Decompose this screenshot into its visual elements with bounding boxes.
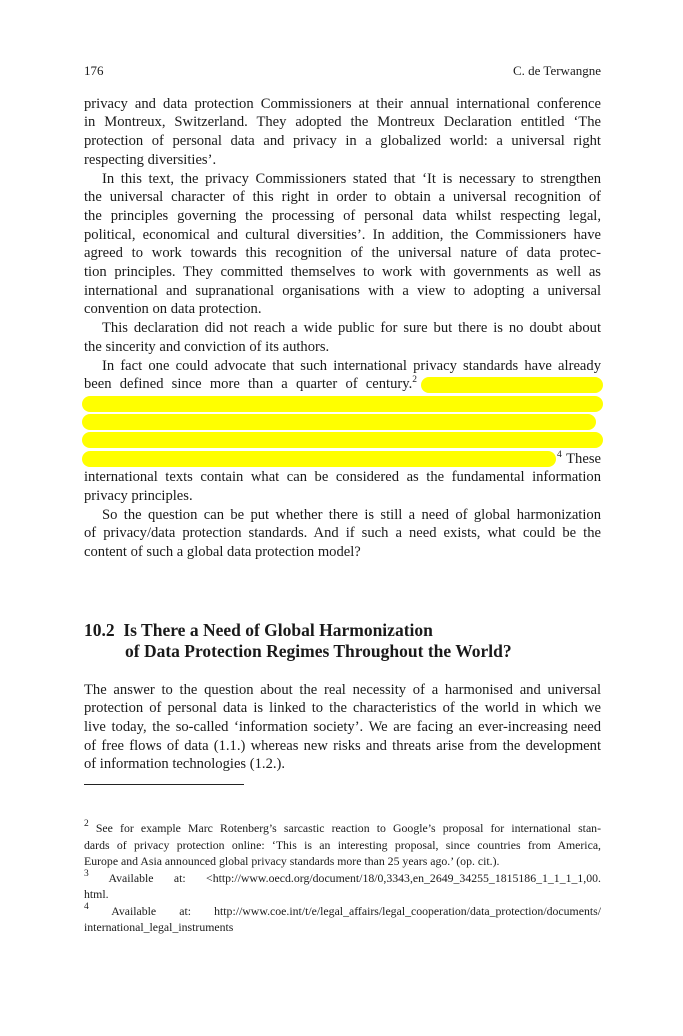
body-line: This declaration did not reach a wide public for sure but there is no doubt about: [102, 320, 601, 337]
footnote-text: Available at: <http://www.oecd.org/document/18/0,3343,en_2649_34255_1815186_1_1_1_1,00.: [108, 870, 601, 885]
body-line: privacy and data protection Commissioners at their annual international conference: [84, 95, 601, 112]
footnote-number: 4: [84, 901, 89, 912]
footnote-text: dards of privacy protection online: ‘This is an interesting proposal, since countries from America,: [84, 837, 601, 852]
body-line: in Montreux, Switzerland. They adopted the Montreux Declaration entitled ‘The: [84, 114, 601, 131]
footnote-text: Europe and Asia announced global privacy standards more than 25 years ago.’ (op. cit.).: [84, 854, 500, 868]
section-number: 10.2: [84, 620, 115, 640]
footnote-number: 3: [84, 868, 89, 879]
yellow-highlight: [421, 377, 603, 393]
footnote-line: [84, 919, 601, 936]
footnote-ref-4[interactable]: 4: [557, 449, 562, 460]
yellow-highlight: [82, 451, 556, 467]
page-number: 176: [84, 63, 104, 78]
body-line: tion principles. They committed themselves to work with governments as well as: [84, 264, 601, 280]
body-line: of privacy/data protection standards. And if such a need exists, what could be the: [84, 525, 601, 542]
body-line-end: [557, 450, 562, 469]
footnote-rule: [84, 784, 244, 785]
body-line: protection of personal data is linked to the characteristics of the world in which we: [84, 700, 601, 717]
yellow-highlight: [82, 396, 603, 412]
footnote-text: international_legal_instruments: [84, 920, 234, 934]
section-title-line: Is There a Need of Global Harmonization: [123, 620, 433, 640]
body-line: international and supranational organisations with a view to adopting a universal: [84, 282, 601, 299]
running-header-author: C. de Terwangne: [512, 63, 601, 78]
footnote-number: 2: [84, 819, 89, 829]
body-line: agreed to work towards this recognition of the universal nature of data protec-: [84, 245, 601, 262]
yellow-highlight: [82, 432, 603, 448]
body-line: convention on data protection.: [84, 301, 262, 318]
body-line: live today, the so-called ‘information society’. We are facing an ever-increasing need: [84, 718, 601, 735]
footnote-line: [84, 853, 601, 870]
body-line: privacy principles.: [84, 487, 193, 504]
section-title-line: of Data Protection Regimes Throughout the World?: [125, 641, 512, 661]
body-line: The answer to the question about the real necessity of a harmonised and universal: [84, 681, 601, 698]
body-line-text: been defined since more than a quarter of century.: [84, 376, 413, 393]
body-line: respecting diversities’.: [84, 151, 217, 168]
section-heading: [84, 620, 433, 641]
footnote-text: See for example Marc Rotenberg’s sarcastic reaction to Google’s proposal for international stan-: [95, 821, 602, 835]
footnote-line: [84, 837, 601, 854]
yellow-highlight: [82, 414, 596, 430]
footnote-text: html.: [84, 887, 109, 901]
body-line-end-text: These: [566, 450, 601, 467]
footnote-line: [84, 870, 601, 887]
body-line: the universal character of this right in order to obtain a universal recognition of: [84, 189, 601, 206]
body-line: content of such a global data protection model?: [84, 544, 361, 560]
body-line: the sincerity and conviction of its authors.: [84, 338, 330, 355]
footnote-text: Available at: http://www.coe.int/t/e/legal_affairs/legal_cooperation/data_protection/documents/: [111, 903, 601, 918]
footnote-ref-2[interactable]: 2: [412, 375, 417, 386]
body-line: political, economical and cultural diversities’. In addition, the Commissioners have: [84, 226, 601, 243]
body-line: So the question can be put whether there is still a need of global harmonization: [102, 506, 601, 523]
body-line: of information technologies (1.2.).: [84, 756, 286, 773]
footnote-line: [84, 886, 601, 903]
body-line: protection of personal data and privacy in a globalized world: a universal right: [84, 133, 601, 150]
footnote-line: [84, 820, 601, 837]
body-line: the principles governing the processing of personal data whilst respecting legal,: [84, 207, 601, 224]
body-line: In this text, the privacy Commissioners stated that ‘It is necessary to strengthen: [102, 170, 601, 187]
footnote-line: [84, 903, 601, 920]
body-line: international texts contain what can be considered as the fundamental information: [84, 469, 601, 486]
body-line: of free flows of data (1.1.) whereas new risks and threats arise from the development: [84, 737, 601, 754]
body-line: In fact one could advocate that such international privacy standards have already: [102, 357, 601, 374]
body-line: [84, 375, 417, 394]
